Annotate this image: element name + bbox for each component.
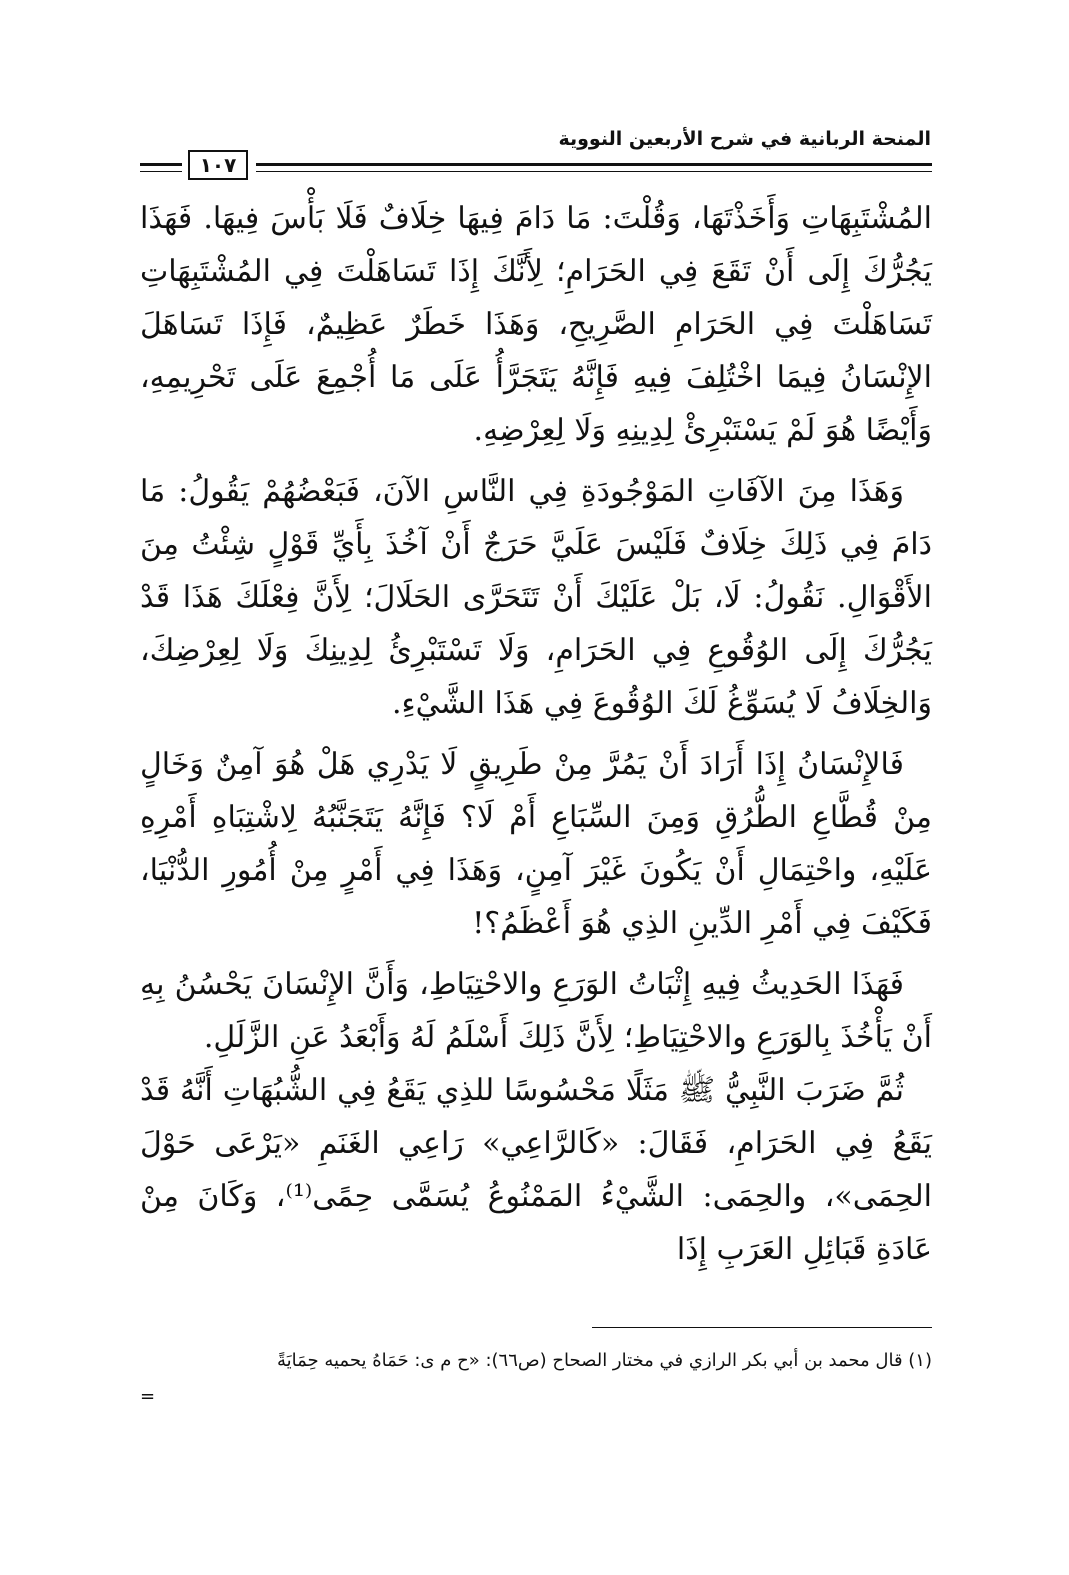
- footnote: (١) قال محمد بن أبي بكر الرازي في مختار الصحاح (ص٦٦): «ح م ى: حَمَاهُ يحميه حِمَايَةً: [276, 1350, 932, 1371]
- paragraph-2: وَهَذَا مِنَ الآفَاتِ المَوْجُودَةِ فِي النَّاسِ الآنَ، فَبَعْضُهُمْ يَقُولُ: مَا دَامَ فِي ذَلِكَ خِلَافٌ فَلَيْسَ عَلَيَّ حَرَجٌ أَنْ آخُذَ بِأَيِّ قَوْلٍ شِئْتُ مِنَ الأَقْوَالِ. نَقُولُ: لَا، بَلْ عَلَيْكَ أَنْ تَتَحَرَّى الحَلَالَ؛ لِأَنَّ فِعْلَكَ هَذَا قَدْ يَجُرُّكَ إِلَى الوُقُوعِ فِي الحَرَامِ، وَلَا تَسْتَبْرِئُ لِدِينِكَ وَلَا لِعِرْضِكَ، وَالخِلَافُ لَا يُسَوِّغُ لَكَ الوُقُوعَ فِي هَذَا الشَّيْءِ.: [140, 474, 932, 721]
- header-rule-short: [140, 163, 182, 166]
- paragraph-4: فَهَذَا الحَدِيثُ فِيهِ إِثْبَاتُ الوَرَعِ والاحْتِيَاطِ، وَأَنَّ الإِنْسَانَ يَحْسُنُ بِهِ أَنْ يَأْخُذَ بِالوَرَعِ والاحْتِيَاطِ؛ لِأَنَّ ذَلِكَ أَسْلَمُ لَهُ وَأَبْعَدُ عَنِ الزَّلَلِ.: [140, 967, 932, 1055]
- footnote-rule: [592, 1327, 932, 1328]
- running-title: المنحة الربانية في شرح الأربعين النووية: [558, 128, 931, 150]
- paragraph-3: فَالإِنْسَانُ إِذَا أَرَادَ أَنْ يَمُرَّ مِنْ طَرِيقٍ لَا يَدْرِي هَلْ هُوَ آمِنٌ وَخَالٍ مِنْ قُطَّاعِ الطُّرُقِ وَمِنَ السِّبَاعِ أَمْ لَا؟ فَإِنَّهُ يَتَجَنَّبُهُ لِاشْتِبَاهِ أَمْرِهِ عَلَيْهِ، واحْتِمَالِ أَنْ يَكُونَ غَيْرَ آمِنٍ، وَهَذَا فِي أَمْرٍ مِنْ أُمُورِ الدُّنْيَا، فَكَيْفَ فِي أَمْرِ الدِّينِ الذِي هُوَ أَعْظَمُ؟!: [140, 747, 932, 941]
- page-number: ١٠٧: [188, 150, 248, 180]
- header-rule: [256, 163, 932, 166]
- paragraph-5: ثُمَّ ضَرَبَ النَّبِيُّ ﷺ مَثَلًا مَحْسُوسًا للذِي يَقَعُ فِي الشُّبُهَاتِ أَنَّهُ قَدْ يَقَعُ فِي الحَرَامِ، فَقَالَ: «كَالرَّاعِي» رَاعِي الغَنَمِ «يَرْعَى حَوْلَ الحِمَى»، والحِمَى: الشَّيْءُ المَمْنُوعُ يُسَمَّى حِمًى⁽¹⁾، وَكَانَ مِنْ عَادَةِ قَبَائِلِ العَرَبِ إِذَا: [140, 1073, 932, 1267]
- footnote-continuation-mark: =: [140, 1386, 156, 1407]
- paragraph-1: المُشْتَبِهَاتِ وَأَخَذْتَهَا، وَقُلْتَ: مَا دَامَ فِيهَا خِلَافٌ فَلَا بَأْسَ فِيهَا. فَهَذَا يَجُرُّكَ إِلَى أَنْ تَقَعَ فِي الحَرَامِ؛ لِأَنَّكَ إِذَا تَسَاهَلْتَ فِي المُشْتَبِهَاتِ تَسَاهَلْتَ فِي الحَرَامِ الصَّرِيحِ، وَهَذَا خَطَرٌ عَظِيمٌ، فَإِذَا تَسَاهَلَ الإِنْسَانُ فِيمَا اخْتُلِفَ فِيهِ فَإِنَّهُ يَتَجَرَّأُ عَلَى مَا أُجْمِعَ عَلَى تَحْرِيمِهِ، وَأَيْضًا هُوَ لَمْ يَسْتَبْرِئْ لِدِينِهِ وَلَا لِعِرْضِهِ.: [140, 201, 932, 448]
- body-text: [140, 192, 932, 1276]
